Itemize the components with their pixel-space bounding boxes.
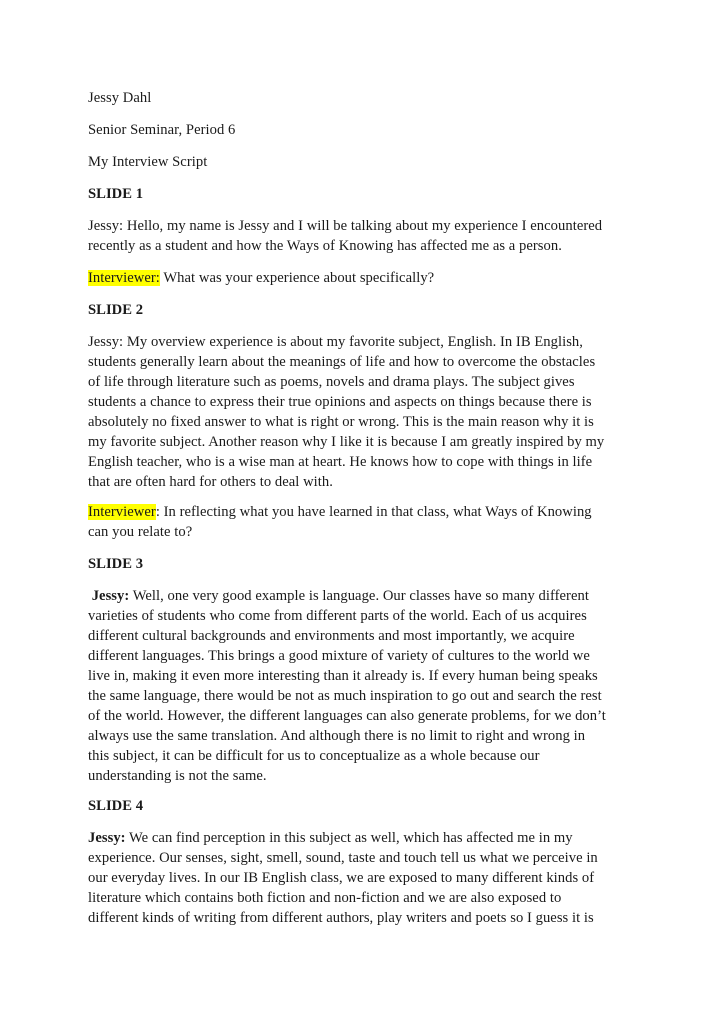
paragraph-text: We can find perception in this subject as well, which has affected me in my	[125, 830, 573, 846]
speaker-label-highlighted: Interviewer:	[88, 270, 160, 286]
slide-3-jessy-line-9: this subject, it can be difficult for us to conceptualize as a whole because our	[88, 748, 540, 764]
slide-3-jessy-line-7: of the world. However, the different languages can also generate problems, for we don’t	[88, 708, 606, 724]
slide-3-jessy-line-8: always use the same translation. And although there is no limit to right and wrong in	[88, 728, 586, 744]
slide-2-jessy-line-5: absolutely no fixed answer to what is right or wrong. This is the main reason why it is	[88, 414, 594, 430]
speaker-label: Jessy:	[88, 334, 124, 350]
slide-2-jessy-line-7: English teacher, who is a wise man at heart. He knows how to cope with things in life	[88, 454, 593, 470]
slide-3-jessy-line-5: live in, making it even more interesting than it already is. If every human being speaks	[88, 668, 598, 684]
slide-2-jessy-line-2: students generally learn about the meanings of life and how to overcome the obstacles	[88, 354, 596, 370]
slide-4-jessy-line-5: different kinds of writing from different authors, play writers and poets so I guess it is	[88, 910, 594, 926]
slide-1-interviewer-line-1	[88, 268, 434, 288]
slide-3-jessy-line-10: understanding is not the same.	[88, 768, 267, 784]
speaker-label: Jessy:	[91, 588, 130, 604]
slide-2-interviewer-line-1	[88, 502, 592, 522]
slide-3-heading: SLIDE 3	[88, 556, 144, 572]
paragraph-text: Hello, my name is Jessy and I will be talking about my experience I encountered	[123, 218, 603, 234]
slide-2-jessy-line-3: of life through literature such as poems, novels and drama plays. The subject gives	[88, 374, 575, 390]
slide-3-jessy-line-1	[88, 586, 589, 606]
slide-1-jessy-line-1	[88, 216, 602, 236]
speaker-label: Jessy:	[88, 830, 126, 846]
slide-2-jessy-line-4: students a chance to express their true opinions and aspects on things because there is	[88, 394, 592, 410]
slide-4-heading: SLIDE 4	[88, 798, 144, 814]
slide-2-heading: SLIDE 2	[88, 302, 144, 318]
author-name: Jessy Dahl	[88, 90, 152, 106]
course-line: Senior Seminar, Period 6	[88, 122, 236, 138]
document-title: My Interview Script	[88, 154, 208, 170]
speaker-label: Jessy:	[88, 218, 124, 234]
slide-1-heading: SLIDE 1	[88, 186, 144, 202]
slide-4-jessy-line-1	[88, 828, 573, 848]
paragraph-text: My overview experience is about my favorite subject, English. In IB English,	[123, 334, 583, 350]
slide-3-jessy-line-3: different cultural backgrounds and environments and most importantly, we acquire	[88, 628, 575, 644]
slide-2-jessy-line-8: that are often hard for others to deal with.	[88, 474, 333, 490]
slide-2-jessy-line-6: my favorite subject. Another reason why I like it is because I am greatly inspired by my	[88, 434, 605, 450]
slide-1-jessy-line-2: recently as a student and how the Ways of Knowing has affected me as a person.	[88, 238, 562, 254]
paragraph-text: : In reflecting what you have learned in that class, what Ways of Knowing	[155, 504, 592, 520]
paragraph-text: What was your experience about specifically?	[159, 270, 435, 286]
slide-2-interviewer-line-2: can you relate to?	[88, 524, 193, 540]
speaker-label-highlighted: Interviewer	[88, 504, 156, 520]
slide-4-jessy-line-2: experience. Our senses, sight, smell, sound, taste and touch tell us what we perceive in	[88, 850, 598, 866]
slide-4-jessy-line-3: our everyday lives. In our IB English class, we are exposed to many different kinds of	[88, 870, 595, 886]
paragraph-text: Well, one very good example is language. Our classes have so many different	[129, 588, 589, 604]
slide-4-jessy-line-4: literature which contains both fiction and non-fiction and we are also exposed to	[88, 890, 562, 906]
slide-3-jessy-line-4: different languages. This brings a good mixture of variety of cultures to the world we	[88, 648, 590, 664]
slide-2-jessy-line-1	[88, 332, 583, 352]
slide-3-jessy-line-6: the same language, there would be not as much inspiration to go out and search the rest	[88, 688, 602, 704]
slide-3-jessy-line-2: varieties of students who come from different parts of the world. Each of us acquires	[88, 608, 587, 624]
